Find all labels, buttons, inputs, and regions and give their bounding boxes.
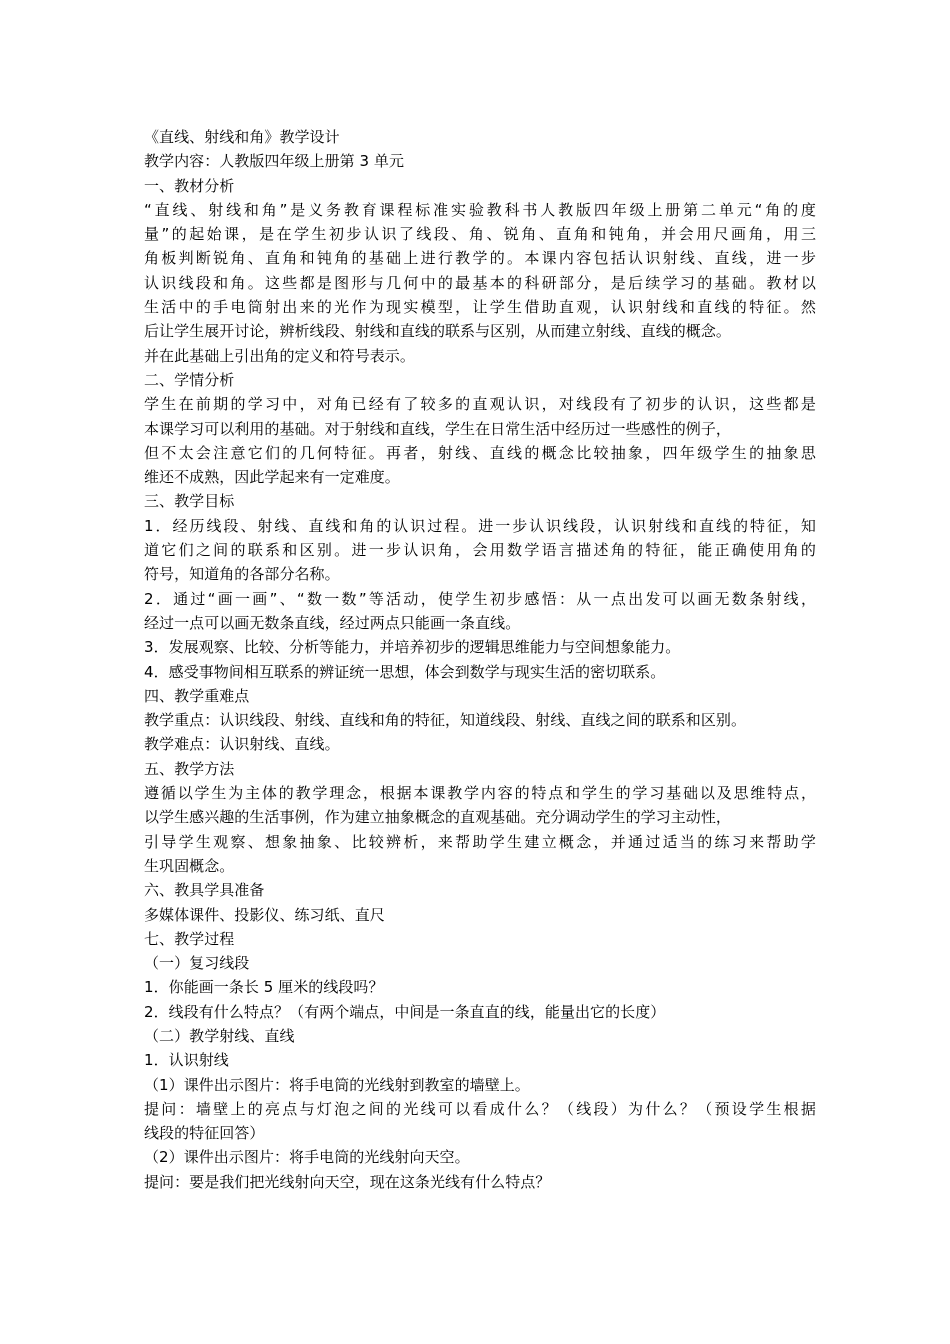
paragraph-line: 量”的起始课，是在学生初步认识了线段、角、锐角、直角和钝角，并会用尺画角，用三 (144, 225, 816, 244)
list-item-line: 1．你能画一条长 5 厘米的线段吗？ (144, 978, 384, 997)
list-item-line: 3．发展观察、比较、分析等能力，并培养初步的逻辑思维能力与空间想象能力。 (144, 638, 681, 657)
paragraph-line: 学生在前期的学习中，对角已经有了较多的直观认识，对线段有了初步的认识，这些都是 (144, 395, 816, 414)
document-body (144, 125, 816, 1194)
list-item-line: 符号，知道角的各部分名称。 (144, 565, 340, 584)
list-item-line: 1．认识射线 (144, 1051, 229, 1070)
paragraph-line: 后让学生展开讨论，辨析线段、射线和直线的联系与区别，从而建立射线、直线的概念。 (144, 322, 731, 341)
subsection-heading: （一）复习线段 (144, 954, 250, 973)
paragraph-line: 引导学生观察、想象抽象、比较辨析，来帮助学生建立概念，并通过适当的练习来帮助学 (144, 832, 816, 851)
paragraph-line: 提问：墙壁上的亮点与灯泡之间的光线可以看成什么？（线段）为什么？（预设学生根据 (144, 1099, 816, 1118)
difficult-point-line: 教学难点：认识射线、直线。 (144, 735, 340, 754)
paragraph-line: 并在此基础上引出角的定义和符号表示。 (144, 346, 415, 365)
section-heading-2: 二、学情分析 (144, 370, 235, 389)
section-heading-1: 一、教材分析 (144, 176, 235, 195)
paragraph-line: 以学生感兴趣的生活事例，作为建立抽象概念的直观基础。充分调动学生的学习主动性， (144, 808, 731, 827)
paragraph-line: 本课学习可以利用的基础。对于射线和直线，学生在日常生活中经历过一些感性的例子， (144, 419, 731, 438)
section-heading-5: 五、教学方法 (144, 759, 235, 778)
materials-line: 多媒体课件、投影仪、练习纸、直尺 (144, 905, 385, 924)
document-title: 《直线、射线和角》教学设计 (144, 128, 340, 146)
paragraph-line: （1）课件出示图片：将手电筒的光线射到教室的墙壁上。 (144, 1075, 530, 1094)
paragraph-line: 线段的特征回答） (144, 1124, 265, 1143)
subsection-heading: （二）教学射线、直线 (144, 1026, 295, 1045)
section-heading-7: 七、教学过程 (144, 929, 235, 948)
paragraph-line: 生巩固概念。 (144, 856, 235, 875)
paragraph-line: 认识线段和角。这些都是图形与几何中的最基本的科研部分，是后续学习的基础。教材以 (144, 273, 816, 292)
list-item-line: 道它们之间的联系和区别。进一步认识角，会用数学语言描述角的特征，能正确使用角的 (144, 541, 816, 560)
paragraph-line: 维还不成熟，因此学起来有一定难度。 (144, 468, 400, 487)
paragraph-line: “直线、射线和角”是义务教育课程标准实验教科书人教版四年级上册第二单元“角的度 (144, 200, 816, 219)
paragraph-line: 角板判断锐角、直角和钝角的基础上进行教学的。本课内容包括认识射线、直线，进一步 (144, 249, 816, 268)
list-item-line: 2．线段有什么特点？（有两个端点，中间是一条直直的线，能量出它的长度） (144, 1002, 666, 1021)
section-heading-6: 六、教具学具准备 (144, 881, 265, 900)
list-item-line: 经过一点可以画无数条直线，经过两点只能画一条直线。 (144, 613, 521, 632)
list-item-line: 1．经历线段、射线、直线和角的认识过程。进一步认识线段，认识射线和直线的特征，知 (144, 516, 816, 535)
paragraph-line: 但不太会注意它们的几何特征。再者，射线、直线的概念比较抽象，四年级学生的抽象思 (144, 443, 816, 462)
paragraph-line: 生活中的手电筒射出来的光作为现实模型，让学生借助直观，认识射线和直线的特征。然 (144, 298, 816, 317)
list-item-line: 2．通过“画一画”、“数一数”等活动，使学生初步感悟：从一点出发可以画无数条射线， (144, 589, 816, 608)
section-heading-3: 三、教学目标 (144, 492, 235, 511)
paragraph-line: 遵循以学生为主体的教学理念，根据本课教学内容的特点和学生的学习基础以及思维特点， (144, 784, 816, 803)
paragraph-line: 提问：要是我们把光线射向天空，现在这条光线有什么特点？ (144, 1172, 551, 1191)
teaching-content-line: 教学内容：人教版四年级上册第 3 单元 (144, 152, 405, 171)
key-point-line: 教学重点：认识线段、射线、直线和角的特征，知道线段、射线、直线之间的联系和区别。 (144, 711, 747, 730)
section-heading-4: 四、教学重难点 (144, 686, 250, 705)
paragraph-line: （2）课件出示图片：将手电筒的光线射向天空。 (144, 1148, 470, 1167)
list-item-line: 4．感受事物间相互联系的辨证统一思想，体会到数学与现实生活的密切联系。 (144, 662, 666, 681)
